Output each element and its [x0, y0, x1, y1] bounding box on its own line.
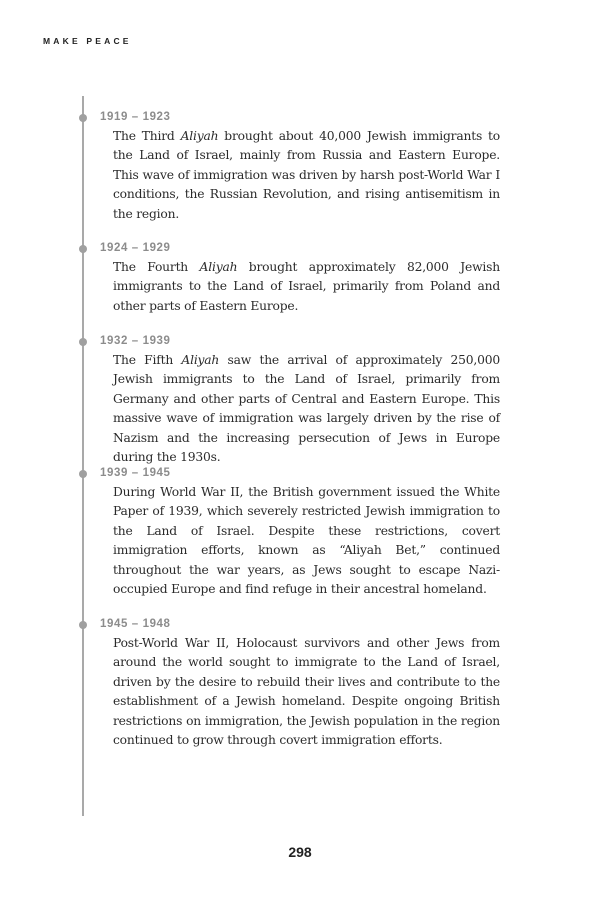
timeline-dot-icon: [79, 470, 87, 478]
timeline-line: [82, 96, 84, 816]
entry-text: brought approximately 82,000 Jewish immigrants to the Land of Israel, primarily from Poland and other parts of Eastern Europe.: [113, 260, 500, 313]
entry-italic-term: Aliyah: [181, 353, 220, 367]
timeline-dot-icon: [79, 245, 87, 253]
entry-italic-term: Aliyah: [180, 129, 219, 143]
entry-body: [113, 634, 500, 750]
entry-body: [113, 258, 500, 316]
entry-date: 1945 – 1948: [100, 618, 171, 630]
running-head: MAKE PEACE: [43, 36, 132, 46]
entry-text: The Third: [113, 129, 181, 143]
entry-date: 1919 – 1923: [100, 111, 171, 123]
entry-text: The Fifth: [113, 353, 182, 367]
entry-text: The Fourth: [113, 260, 200, 274]
entry-italic-term: Aliyah: [199, 260, 238, 274]
entry-text: Post-World War II, Holocaust survivors and other Jews from around the world sought to immigrate to the Land of Israel, driven by the desire to rebuild their lives and contribute to the establishment of a Jewish homeland. Despite ongoing British restrictions on immigration, the Jewish population in the region continued to grow through covert immigration efforts.: [113, 636, 500, 748]
entry-body: [113, 483, 500, 599]
timeline-dot-icon: [79, 114, 87, 122]
entry-body: [113, 351, 500, 467]
timeline-dot-icon: [79, 338, 87, 346]
entry-text: brought about 40,000 Jewish immigrants to the Land of Israel, mainly from Russia and Eastern Europe. This wave of immigration was driven by harsh post-World War I conditions, the Russian Revolution, and rising antisemitism in the region.: [113, 129, 500, 221]
entry-date: 1924 – 1929: [100, 242, 171, 254]
entry-body: [113, 127, 500, 224]
entry-date: 1932 – 1939: [100, 335, 171, 347]
entry-text: During World War II, the British government issued the White Paper of 1939, which severely restricted Jewish immigration to the Land of Israel. Despite these restrictions, covert immigration efforts, known as “Aliyah Bet,” continued throughout the war years, as Jews sought to escape Nazi-occupied Europe and find refuge in their ancestral homeland.: [113, 485, 500, 597]
timeline-dot-icon: [79, 621, 87, 629]
page-number: 298: [288, 844, 312, 860]
entry-date: 1939 – 1945: [100, 467, 171, 479]
entry-text: saw the arrival of approximately 250,000 Jewish immigrants to the Land of Israel, primarily from Germany and other parts of Central and Eastern Europe. This massive wave of immigration was largely driven by the rise of Nazism and the increasing persecution of Jews in Europe during the 1930s.: [113, 353, 500, 465]
